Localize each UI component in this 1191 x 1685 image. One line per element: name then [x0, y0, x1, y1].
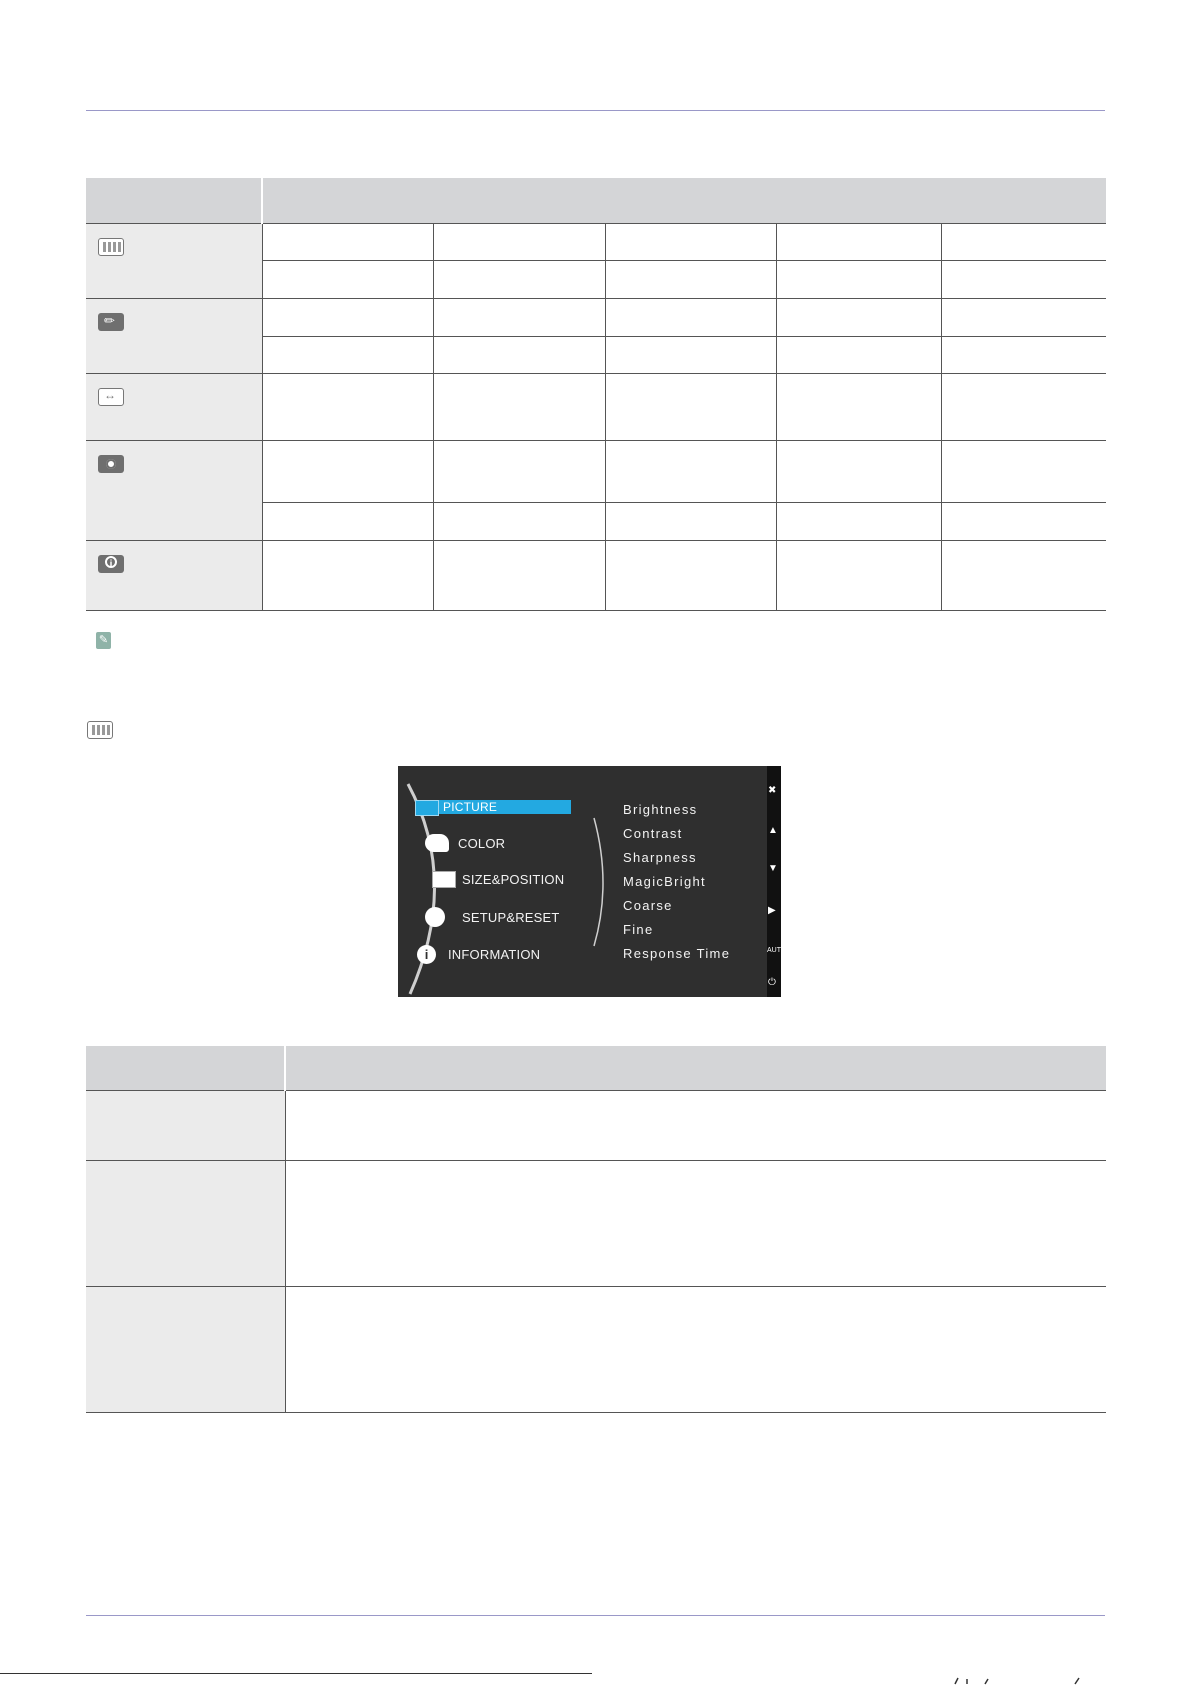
- osd-menu-item-picture[interactable]: PICTURE: [439, 800, 571, 814]
- note-icon: ✎: [96, 632, 111, 649]
- table-cell: [262, 541, 433, 611]
- menu-label-setup-reset: [86, 441, 262, 541]
- osd-menu-item-setup-reset[interactable]: SETUP&RESET: [462, 910, 560, 925]
- table-row: [86, 224, 1106, 261]
- table-cell: [776, 503, 941, 541]
- table-row: [86, 1091, 1106, 1161]
- desc-text-cell: [285, 1287, 1106, 1413]
- table-cell: [941, 337, 1106, 374]
- menu-label-color: [86, 299, 262, 374]
- table-cell: [776, 337, 941, 374]
- osd-submenu-brightness[interactable]: Brightness: [623, 802, 698, 817]
- auto-button[interactable]: AUTO: [767, 947, 787, 954]
- table-cell: [262, 224, 433, 261]
- table-cell: [605, 441, 776, 503]
- table-row: [86, 541, 1106, 611]
- osd-submenu-contrast[interactable]: Contrast: [623, 826, 683, 841]
- table-cell: [433, 299, 605, 337]
- osd-submenu-coarse[interactable]: Coarse: [623, 898, 673, 913]
- osd-size-position-icon: [432, 871, 456, 888]
- table-cell: [605, 261, 776, 299]
- color-palette-icon: [98, 313, 124, 331]
- desc-label-cell: [86, 1161, 285, 1287]
- size-position-icon: [98, 388, 124, 406]
- osd-menu-item-color[interactable]: COLOR: [458, 836, 506, 851]
- menu-header-cell: [86, 178, 262, 224]
- osd-setup-gear-icon: [425, 907, 445, 927]
- table-cell: [262, 299, 433, 337]
- setup-gear-icon: [98, 455, 124, 473]
- osd-submenu-sharpness[interactable]: Sharpness: [623, 850, 697, 865]
- desc-text-cell: [285, 1161, 1106, 1287]
- menu-table-header: [86, 178, 1106, 224]
- osd-submenu-fine[interactable]: Fine: [623, 922, 654, 937]
- table-cell: [941, 441, 1106, 503]
- table-row: [86, 1161, 1106, 1287]
- power-icon[interactable]: ⏻: [768, 977, 776, 988]
- table-cell: [433, 261, 605, 299]
- arrow-down-icon[interactable]: ▼: [768, 863, 778, 874]
- table-cell: [433, 374, 605, 441]
- table-cell: [941, 503, 1106, 541]
- table-cell: [941, 541, 1106, 611]
- table-row: [86, 441, 1106, 503]
- menu-description-table: [86, 1046, 1106, 1413]
- table-row: [86, 374, 1106, 441]
- information-icon: [98, 555, 124, 573]
- desc-table-header: [86, 1046, 1106, 1091]
- menu-header-cell: [86, 1046, 285, 1091]
- osd-button-strip: [767, 766, 787, 997]
- close-icon[interactable]: ✖: [768, 785, 777, 796]
- table-cell: [262, 441, 433, 503]
- osd-screenshot: [398, 766, 787, 997]
- osd-picture-icon: [415, 800, 439, 816]
- description-header-cell: [285, 1046, 1106, 1091]
- table-cell: [605, 374, 776, 441]
- table-cell: [262, 374, 433, 441]
- table-cell: [433, 441, 605, 503]
- table-cell: [776, 261, 941, 299]
- table-cell: [262, 503, 433, 541]
- menu-label-size-position: [86, 374, 262, 441]
- menu-overview-table: [86, 178, 1106, 611]
- table-row: [86, 299, 1106, 337]
- enter-arrow-icon[interactable]: ▶: [768, 905, 776, 916]
- osd-submenu-magicbright[interactable]: MagicBright: [623, 874, 706, 889]
- table-row: [86, 1287, 1106, 1413]
- submenu-header-cell: [262, 178, 1106, 224]
- osd-information-icon: i: [417, 945, 436, 964]
- table-cell: [776, 374, 941, 441]
- footer-rule: [86, 1615, 1105, 1616]
- table-cell: [941, 299, 1106, 337]
- table-cell: [605, 541, 776, 611]
- table-cell: [433, 541, 605, 611]
- table-cell: [262, 337, 433, 374]
- table-cell: [433, 503, 605, 541]
- header-rule: [86, 110, 1105, 111]
- table-cell: [776, 541, 941, 611]
- footer-mark-fragments: [945, 1676, 1105, 1685]
- table-cell: [776, 224, 941, 261]
- table-cell: [941, 224, 1106, 261]
- osd-color-palette-icon: [425, 834, 449, 852]
- table-cell: [605, 503, 776, 541]
- desc-label-cell: [86, 1287, 285, 1413]
- desc-label-cell: [86, 1091, 285, 1161]
- menu-label-picture: [86, 224, 262, 299]
- table-cell: [941, 374, 1106, 441]
- picture-section-icon: [87, 721, 113, 739]
- footer-line: [0, 1673, 592, 1674]
- osd-submenu-response-time[interactable]: Response Time: [623, 946, 731, 961]
- osd-menu-item-size-position[interactable]: SIZE&POSITION: [462, 872, 565, 887]
- menu-label-information: [86, 541, 262, 611]
- table-cell: [776, 299, 941, 337]
- picture-icon: [98, 238, 124, 256]
- table-cell: [433, 337, 605, 374]
- table-cell: [262, 261, 433, 299]
- table-cell: [605, 299, 776, 337]
- osd-menu-item-information[interactable]: INFORMATION: [448, 947, 541, 962]
- table-cell: [605, 224, 776, 261]
- table-cell: [433, 224, 605, 261]
- desc-text-cell: [285, 1091, 1106, 1161]
- table-cell: [605, 337, 776, 374]
- table-cell: [776, 441, 941, 503]
- table-cell: [941, 261, 1106, 299]
- arrow-up-icon[interactable]: ▲: [768, 825, 778, 836]
